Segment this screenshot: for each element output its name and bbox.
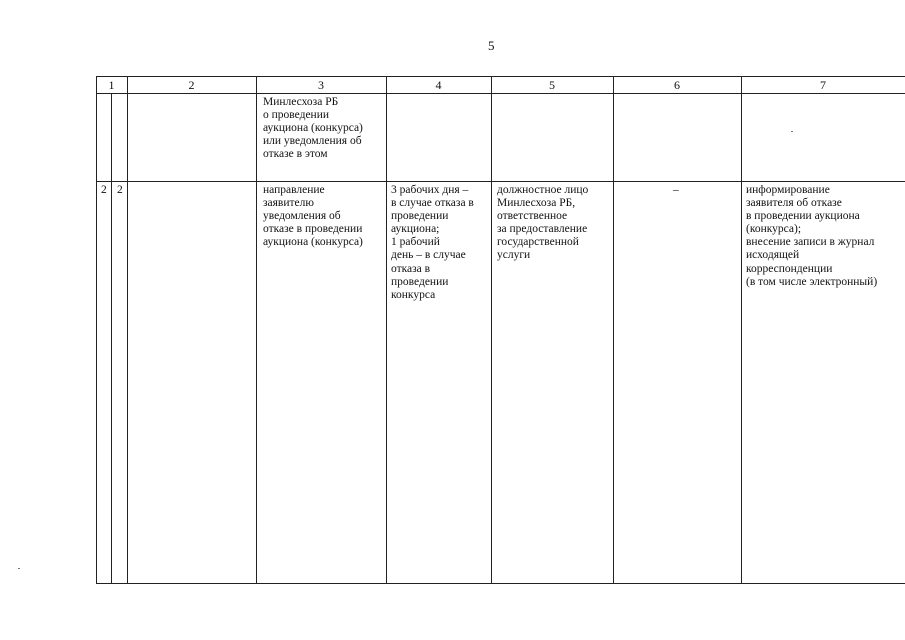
header-col-6: 6 bbox=[674, 78, 680, 92]
scan-speck bbox=[18, 568, 20, 569]
header-col-4: 4 bbox=[435, 78, 442, 92]
header-col-1: 1 bbox=[108, 78, 115, 92]
row2-col-5: должностное лицо Минлесхоза РБ, ответственное за предоставление государственной услуги bbox=[497, 184, 589, 262]
table-bottom-border bbox=[96, 583, 905, 584]
page-number: 5 bbox=[488, 38, 495, 53]
header-col-3: 3 bbox=[318, 78, 324, 92]
row2-col-6: – bbox=[673, 184, 679, 196]
row2-col-1a: 2 bbox=[101, 184, 107, 196]
col-border-6-7 bbox=[741, 76, 742, 584]
header-col-2: 2 bbox=[188, 78, 195, 92]
col-border-1-2 bbox=[127, 76, 128, 584]
col-border-2-3 bbox=[256, 76, 257, 584]
row2-col-3: направление заявителю уведомления об отказе в проведении аукциона (конкурса) bbox=[263, 184, 363, 249]
col-border-5-6 bbox=[613, 76, 614, 584]
continuation-col-3: Минлесхоза РБ о проведении аукциона (конкурса) или уведомления об отказе в этом bbox=[263, 96, 363, 161]
col-border-left bbox=[96, 76, 97, 584]
row2-col-7: информирование заявителя об отказе в проведении аукциона (конкурса); внесение записи в журнал исходящей корреспонденции (в том числе электронный) bbox=[746, 184, 878, 288]
col-border-4-5 bbox=[491, 76, 492, 584]
row2-col-4: 3 рабочих дня – в случае отказа в проведении аукциона; 1 рабочий день – в случае отказа в проведении конкурса bbox=[391, 184, 474, 301]
header-col-7: 7 bbox=[820, 78, 826, 92]
header-row-divider bbox=[96, 93, 905, 94]
col-border-1-split bbox=[111, 93, 112, 584]
col-border-3-4 bbox=[386, 76, 387, 584]
header-col-5: 5 bbox=[549, 78, 555, 92]
scan-speck bbox=[791, 131, 793, 132]
row2-col-1b: 2 bbox=[117, 184, 123, 196]
row-divider bbox=[96, 181, 905, 182]
